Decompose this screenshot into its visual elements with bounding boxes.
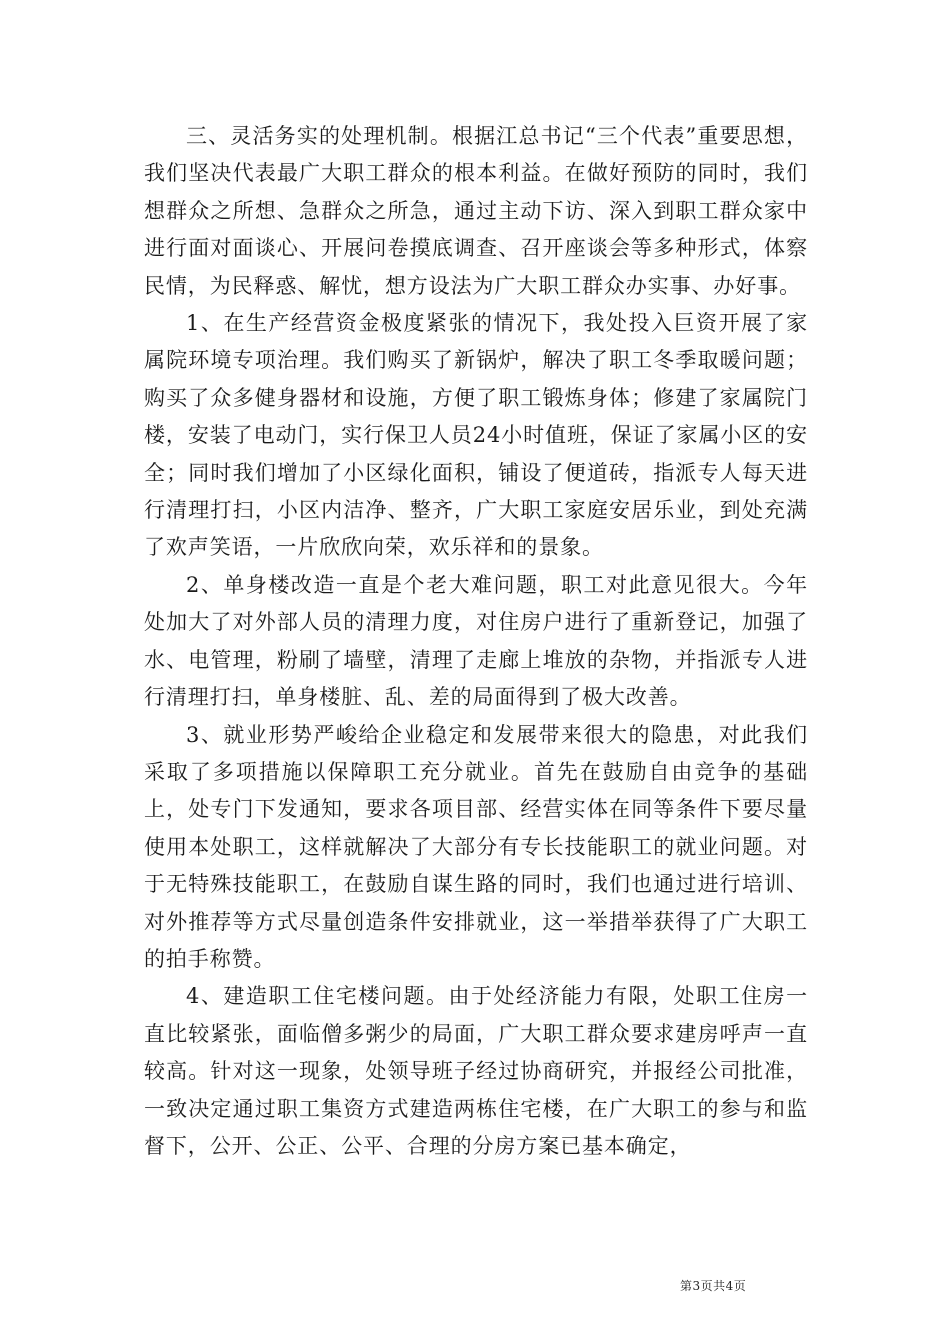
document-body <box>144 118 808 1165</box>
paragraph-section-three: 三、灵活务实的处理机制。根据江总书记“三个代表”重要思想，我们坚决代表最广大职工群众的根本利益。在做好预防的同时，我们想群众之所想、急群众之所急，通过主动下访、深入到职工群众家中进行面对面谈心、开展问卷摸底调查、召开座谈会等多种形式，体察民情，为民释惑、解忧，想方设法为广大职工群众办实事、办好事。 <box>144 124 808 298</box>
page-number-footer: 第3页共4页 <box>680 1279 747 1293</box>
paragraph-item-three: 3、就业形势严峻给企业稳定和发展带来很大的隐患，对此我们采取了多项措施以保障职工充分就业。首先在鼓励自由竞争的基础上，处专门下发通知，要求各项目部、经营实体在同等条件下要尽量使用本处职工，这样就解决了大部分有专长技能职工的就业问题。对于无特殊技能职工，在鼓励自谋生路的同时，我们也通过进行培训、对外推荐等方式尽量创造条件安排就业，这一举措举获得了广大职工的拍手称赞。 <box>144 722 808 971</box>
paragraph-item-one: 1、在生产经营资金极度紧张的情况下，我处投入巨资开展了家属院环境专项治理。我们购买了新锅炉，解决了职工冬季取暖问题；购买了众多健身器材和设施，方便了职工锻炼身体；修建了家属院门楼，安装了电动门，实行保卫人员24小时值班，保证了家属小区的安全；同时我们增加了小区绿化面积，铺设了便道砖，指派专人每天进行清理打扫，小区内洁净、整齐，广大职工家庭安居乐业，到处充满了欢声笑语，一片欣欣向荣，欢乐祥和的景象。 <box>144 311 808 560</box>
paragraph-item-four: 4、建造职工住宅楼问题。由于处经济能力有限，处职工住房一直比较紧张，面临僧多粥少的局面，广大职工群众要求建房呼声一直较高。针对这一现象，处领导班子经过协商研究，并报经公司批准，一致决定通过职工集资方式建造两栋住宅楼，在广大职工的参与和监督下，公开、公正、公平、合理的分房方案已基本确定， <box>144 984 808 1158</box>
paragraph-item-two: 2、单身楼改造一直是个老大难问题，职工对此意见很大。今年处加大了对外部人员的清理力度，对住房户进行了重新登记，加强了水、电管理，粉刷了墙壁，清理了走廊上堆放的杂物，并指派专人进行清理打扫，单身楼脏、乱、差的局面得到了极大改善。 <box>144 572 808 710</box>
